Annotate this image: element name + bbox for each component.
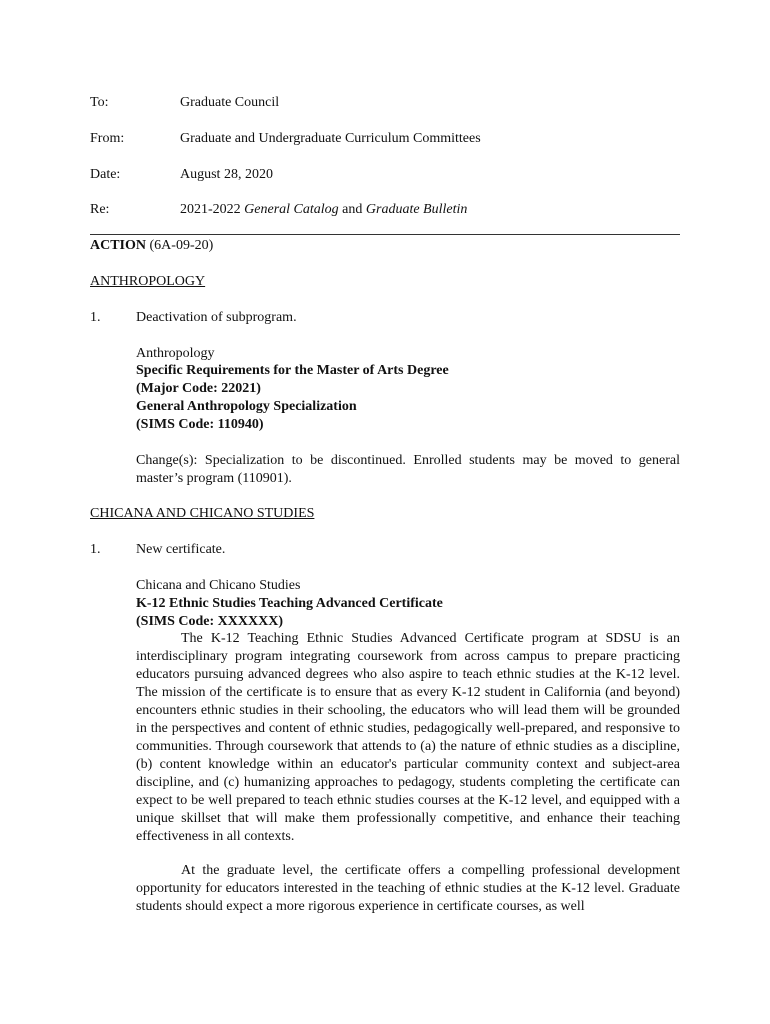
chicano-paragraph-1: The K-12 Teaching Ethnic Studies Advanced Certificate program at SDSU is an interdisciplinary program integrating coursework from across campus to prepare practicing educators pursuing advanced degrees who also aspire to teach ethnic studies at the K-12 level. The mission of the certificate is to ensure that as every K-12 student in California (and beyond) encounters ethnic studies in their schooling, the educators who will lead them will be grounded in the perspectives and content of ethnic studies, pedagogically well-prepared, and responsive to communities. Through coursework that attends to (a) the nature of ethnic studies as a discipline, (b) content knowledge within an educator's particular community context and subject-area discipline, and (c) humanizing approaches to pedagogy, students completing the certificate can expect to be well prepared to teach ethnic studies courses at the K-12 level, and equipped with a unique skillset that will make them professionally competitive, and enhance their teaching effectiveness in all contexts. [136, 631, 680, 844]
anthropology-heading: ANTHROPOLOGY [90, 274, 206, 289]
action-label: ACTION [90, 238, 147, 253]
re-and: and [338, 202, 366, 217]
header-divider [90, 234, 680, 235]
chicano-item-text: New certificate. [136, 542, 226, 557]
anthropology-sims-code: (SIMS Code: 110940) [136, 417, 264, 432]
memo-re-label: Re: [90, 202, 110, 217]
re-catalog: General Catalog [244, 202, 339, 217]
anthropology-program-title: Specific Requirements for the Master of Arts Degree [136, 363, 449, 378]
memo-to-value: Graduate Council [180, 95, 280, 110]
memo-from-label: From: [90, 131, 125, 146]
chicano-sims-code: (SIMS Code: XXXXXX) [136, 614, 283, 629]
memo-date-label: Date: [90, 167, 121, 182]
chicano-dept: Chicana and Chicano Studies [136, 578, 301, 593]
chicano-certificate-title: K-12 Ethnic Studies Teaching Advanced Certificate [136, 596, 443, 611]
chicano-item-number: 1. [90, 542, 101, 557]
memo-re-value [180, 201, 467, 219]
memo-date-value: August 28, 2020 [180, 167, 273, 182]
chicano-heading: CHICANA AND CHICANO STUDIES [90, 506, 315, 521]
anthropology-item-text: Deactivation of subprogram. [136, 310, 297, 325]
action-code: (6A-09-20) [146, 238, 214, 253]
re-prefix: 2021-2022 [180, 202, 245, 217]
action-line [90, 237, 213, 255]
re-bulletin: Graduate Bulletin [365, 202, 468, 217]
anthropology-item-number: 1. [90, 310, 101, 325]
anthropology-dept: Anthropology [136, 346, 215, 361]
chicano-paragraph-2: At the graduate level, the certificate offers a compelling professional development opportunity for educators interested in the teaching of ethnic studies at the K-12 level. Graduate students should expect a more rigorous experience in certificate courses, as well [136, 863, 680, 914]
anthropology-major-code: (Major Code: 22021) [136, 381, 261, 396]
anthropology-change: Change(s): Specialization to be discontinued. Enrolled students may be moved to general master’s program (110901). [136, 453, 680, 486]
memo-from-value: Graduate and Undergraduate Curriculum Committees [180, 131, 481, 146]
memo-to-label: To: [90, 95, 109, 110]
anthropology-specialization: General Anthropology Specialization [136, 399, 357, 414]
